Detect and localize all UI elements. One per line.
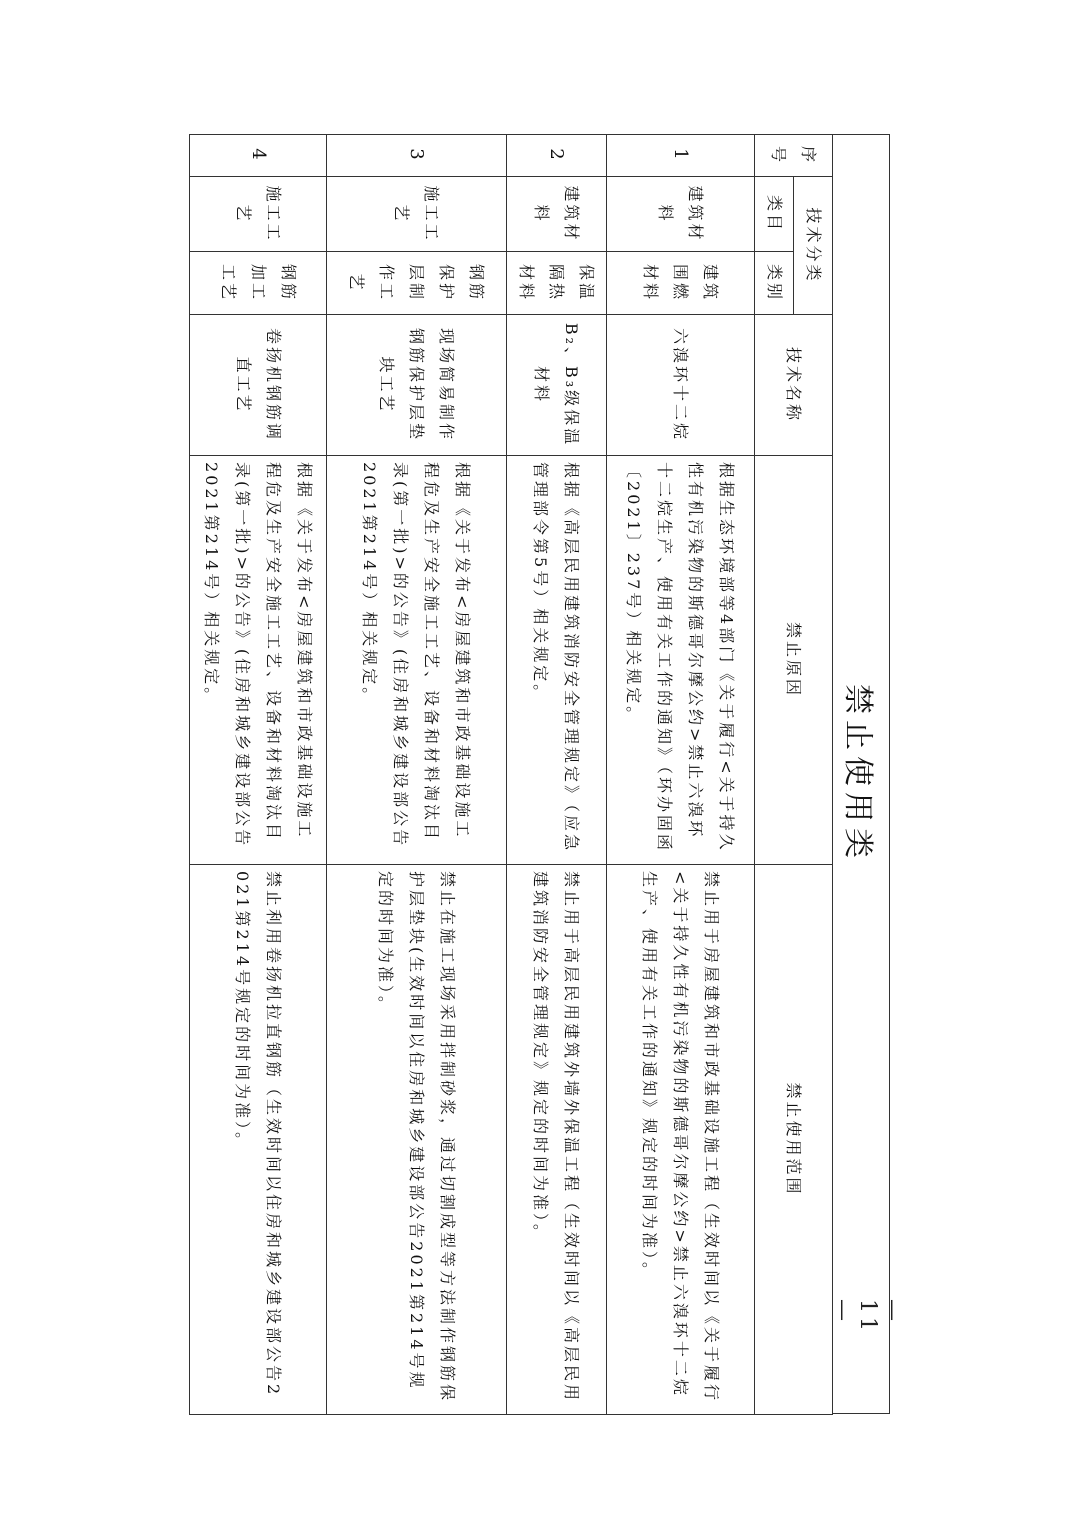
- page-number: — 11 —: [830, 1299, 906, 1335]
- row-reason: 根据《关于发布<房屋建筑和市政基础设施工程危及生产安全施工工艺、设备和材料淘汰目录(第一批)>的公告》(住房和城乡建设部公告2021第214号）相关规定。: [327, 456, 507, 865]
- row-type: 建筑围燃材料: [607, 252, 755, 315]
- header-serial: 序号: [755, 135, 833, 177]
- row-category: 施工工艺: [327, 177, 507, 252]
- rotated-page: [202, 134, 890, 1414]
- table-row: [607, 135, 755, 1415]
- row-category: 建筑材料: [607, 177, 755, 252]
- row-reason: 根据《高层民用建筑消防安全管理规定》（应急管理部令第5号）相关规定。: [507, 456, 607, 865]
- row-type: 保温隔热材料: [507, 252, 607, 315]
- header-scope: 禁止使用范围: [755, 865, 833, 1415]
- header-reason: 禁止原因: [755, 456, 833, 865]
- row-serial: 1: [607, 135, 755, 177]
- page-title: 禁止使用类: [832, 134, 890, 1414]
- row-type: 钢筋加工工艺: [190, 252, 327, 315]
- row-scope: 禁止用于高层民用建筑外墙外保温工程（生效时间以《高层民用建筑消防安全管理规定》规定的时间为准）。: [507, 865, 607, 1415]
- prohibited-tech-table: [189, 134, 833, 1415]
- row-type: 钢筋保护层制作工艺: [327, 252, 507, 315]
- row-tech-name: 卷扬机钢筋调直工艺: [190, 315, 327, 456]
- header-row: [794, 135, 833, 1415]
- header-type: 类别: [755, 252, 794, 315]
- header-category: 类目: [755, 177, 794, 252]
- row-serial: 3: [327, 135, 507, 177]
- row-category: 施工工艺: [190, 177, 327, 252]
- row-tech-name: 六溴环十二烷: [607, 315, 755, 456]
- row-reason: 根据生态环境部等4部门《关于履行<关于持久性有机污染物的斯德哥尔摩公约>禁止六溴环十二烷生产、使用有关工作的通知》（环办固函〔2021〕237号）相关规定。: [607, 456, 755, 865]
- row-serial: 4: [190, 135, 327, 177]
- row-reason: 根据《关于发布<房屋建筑和市政基础设施工程危及生产安全施工工艺、设备和材料淘汰目录(第一批)>的公告》(住房和城乡建设部公告2021第214号）相关规定。: [190, 456, 327, 865]
- row-scope: 禁止用于房屋建筑和市政基础设施工程（生效时间以《关于履行<关于持久性有机污染物的斯德哥尔摩公约>禁止六溴环十二烷生产、使用有关工作的通知》规定的时间为准）。: [607, 865, 755, 1415]
- table-row: [327, 135, 507, 1415]
- row-category: 建筑材料: [507, 177, 607, 252]
- header-tech-category: 技术分类: [794, 177, 833, 315]
- table-row: [190, 135, 327, 1415]
- row-scope: 禁止利用卷扬机拉直钢筋（生效时间以住房和城乡建设部公告2021第214号规定的时间为准）。: [190, 865, 327, 1415]
- row-tech-name: B₂、B₃级保温材料: [507, 315, 607, 456]
- row-serial: 2: [507, 135, 607, 177]
- row-tech-name: 现场简易制作钢筋保护层垫块工艺: [327, 315, 507, 456]
- row-scope: 禁止在施工现场采用拌制砂浆，通过切割成型等方法制作钢筋保护层垫块(生效时间以住房和城乡建设部公告2021第214号规定的时间为准）。: [327, 865, 507, 1415]
- header-tech-name: 技术名称: [755, 315, 833, 456]
- table-row: [507, 135, 607, 1415]
